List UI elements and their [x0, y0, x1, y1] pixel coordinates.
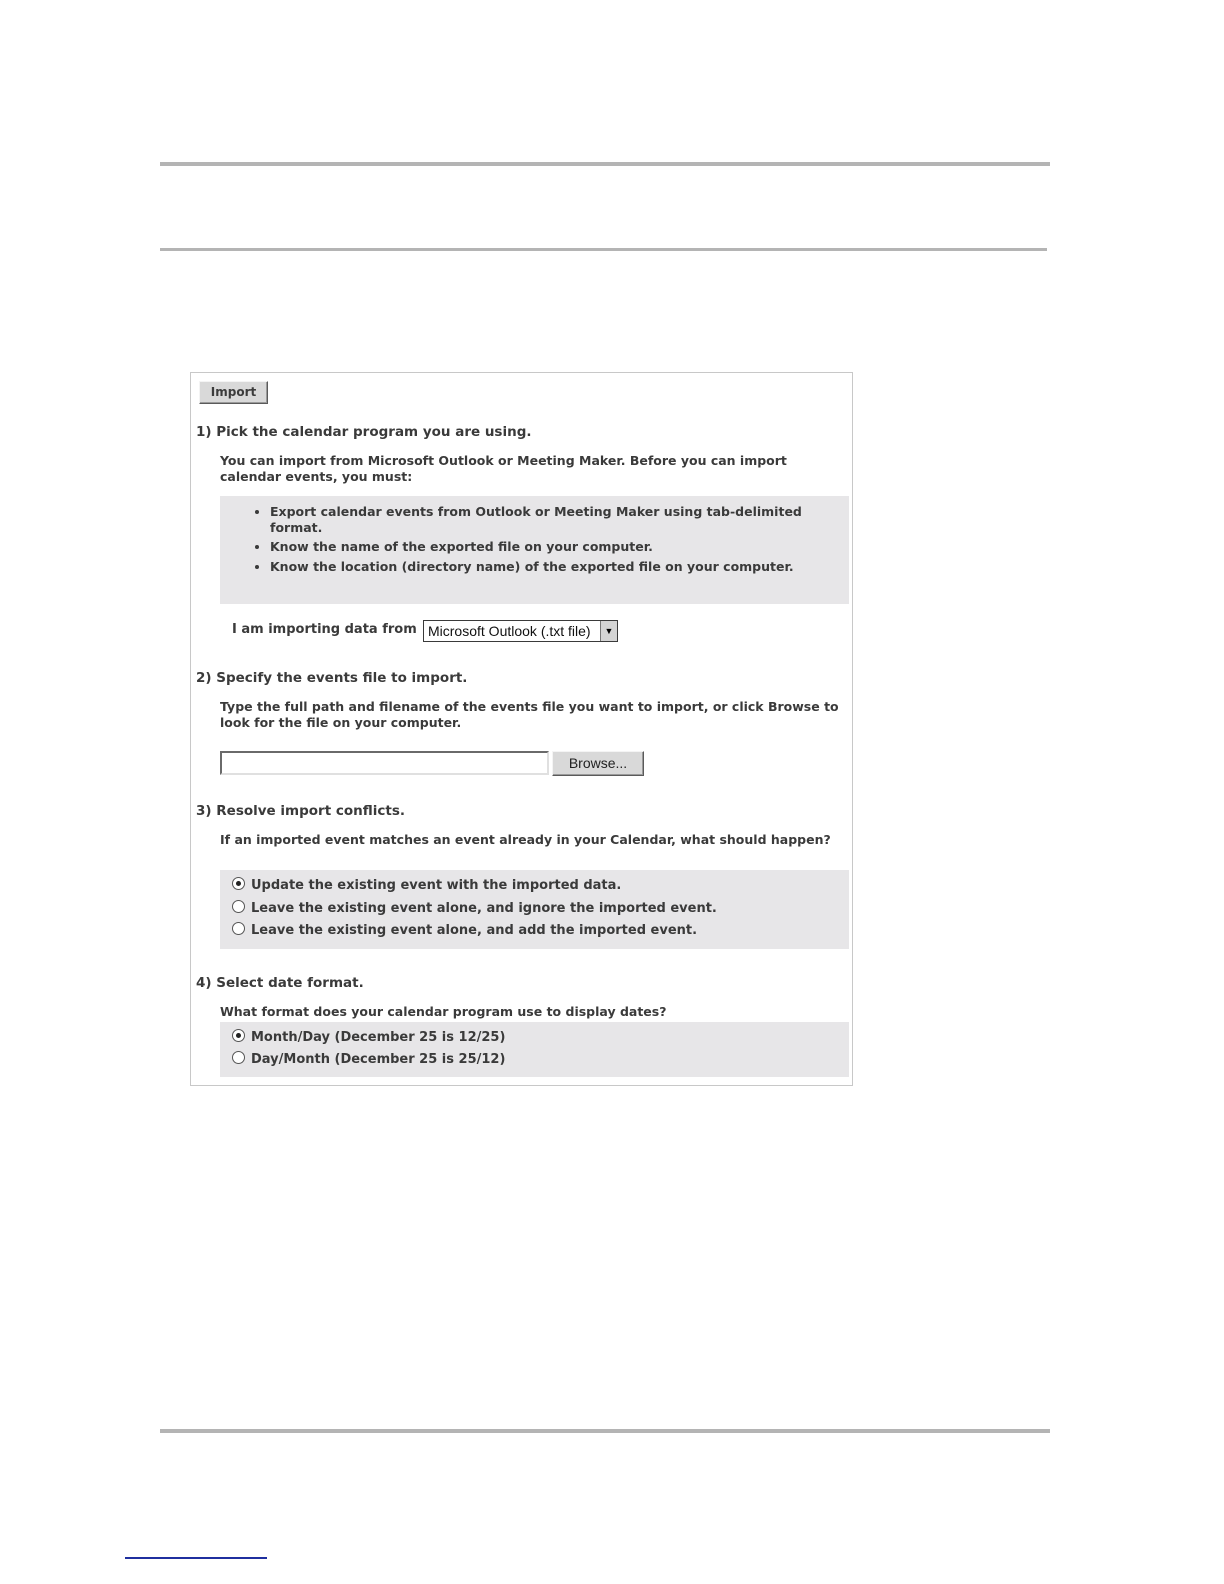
prerequisites-list	[220, 496, 849, 574]
events-file-input[interactable]	[220, 751, 549, 775]
browse-button[interactable]: Browse...	[552, 751, 644, 776]
footer-rule	[160, 1429, 1050, 1433]
radio-selected-icon[interactable]	[232, 1029, 245, 1042]
radio-unselected-icon[interactable]	[232, 1051, 245, 1064]
conflict-option-add[interactable]	[232, 922, 697, 940]
step4-intro: What format does your calendar program use to display dates?	[220, 1004, 667, 1019]
calendar-program-value: Microsoft Outlook (.txt file)	[428, 623, 591, 639]
step2-intro: Type the full path and filename of the events file you want to import, or click Browse to look for the file on your computer.	[220, 699, 839, 730]
dropdown-arrow-icon[interactable]: ▼	[600, 621, 617, 641]
prerequisites-box	[220, 496, 849, 604]
option-label: Day/Month (December 25 is 25/12)	[251, 1052, 506, 1067]
list-item: • Know the name of the exported file on your computer.	[270, 539, 829, 555]
step4-heading: 4) Select date format.	[196, 975, 364, 991]
radio-unselected-icon[interactable]	[232, 922, 245, 935]
import-button[interactable]: Import	[199, 381, 268, 404]
option-label: Leave the existing event alone, and ignore the imported event.	[251, 901, 717, 916]
conflict-option-update[interactable]	[232, 877, 621, 895]
header-rule-bottom	[160, 248, 1047, 251]
step1-intro: You can import from Microsoft Outlook or Meeting Maker. Before you can import calendar events, you must:	[220, 453, 787, 484]
import-panel	[190, 372, 853, 1086]
date-format-day-month[interactable]	[232, 1051, 505, 1069]
header-rule-top	[160, 162, 1050, 166]
step3-heading: 3) Resolve import conflicts.	[196, 803, 405, 819]
step1-heading: 1) Pick the calendar program you are using.	[196, 424, 532, 440]
footer-link-underline[interactable]	[125, 1557, 267, 1559]
date-format-month-day[interactable]	[232, 1029, 505, 1047]
option-label: Leave the existing event alone, and add the imported event.	[251, 923, 698, 938]
source-label: I am importing data from	[232, 622, 417, 637]
list-item: • Know the location (directory name) of the exported file on your computer.	[270, 559, 829, 575]
step2-heading: 2) Specify the events file to import.	[196, 670, 468, 686]
option-label: Month/Day (December 25 is 12/25)	[251, 1030, 506, 1045]
radio-unselected-icon[interactable]	[232, 900, 245, 913]
conflict-option-ignore[interactable]	[232, 900, 717, 918]
step3-intro: If an imported event matches an event already in your Calendar, what should happen?	[220, 832, 831, 847]
list-item: • Export calendar events from Outlook or Meeting Maker using tab-delimited format.	[270, 504, 829, 535]
calendar-program-select[interactable]	[423, 620, 618, 642]
radio-selected-icon[interactable]	[232, 877, 245, 890]
option-label: Update the existing event with the imported data.	[251, 878, 622, 893]
